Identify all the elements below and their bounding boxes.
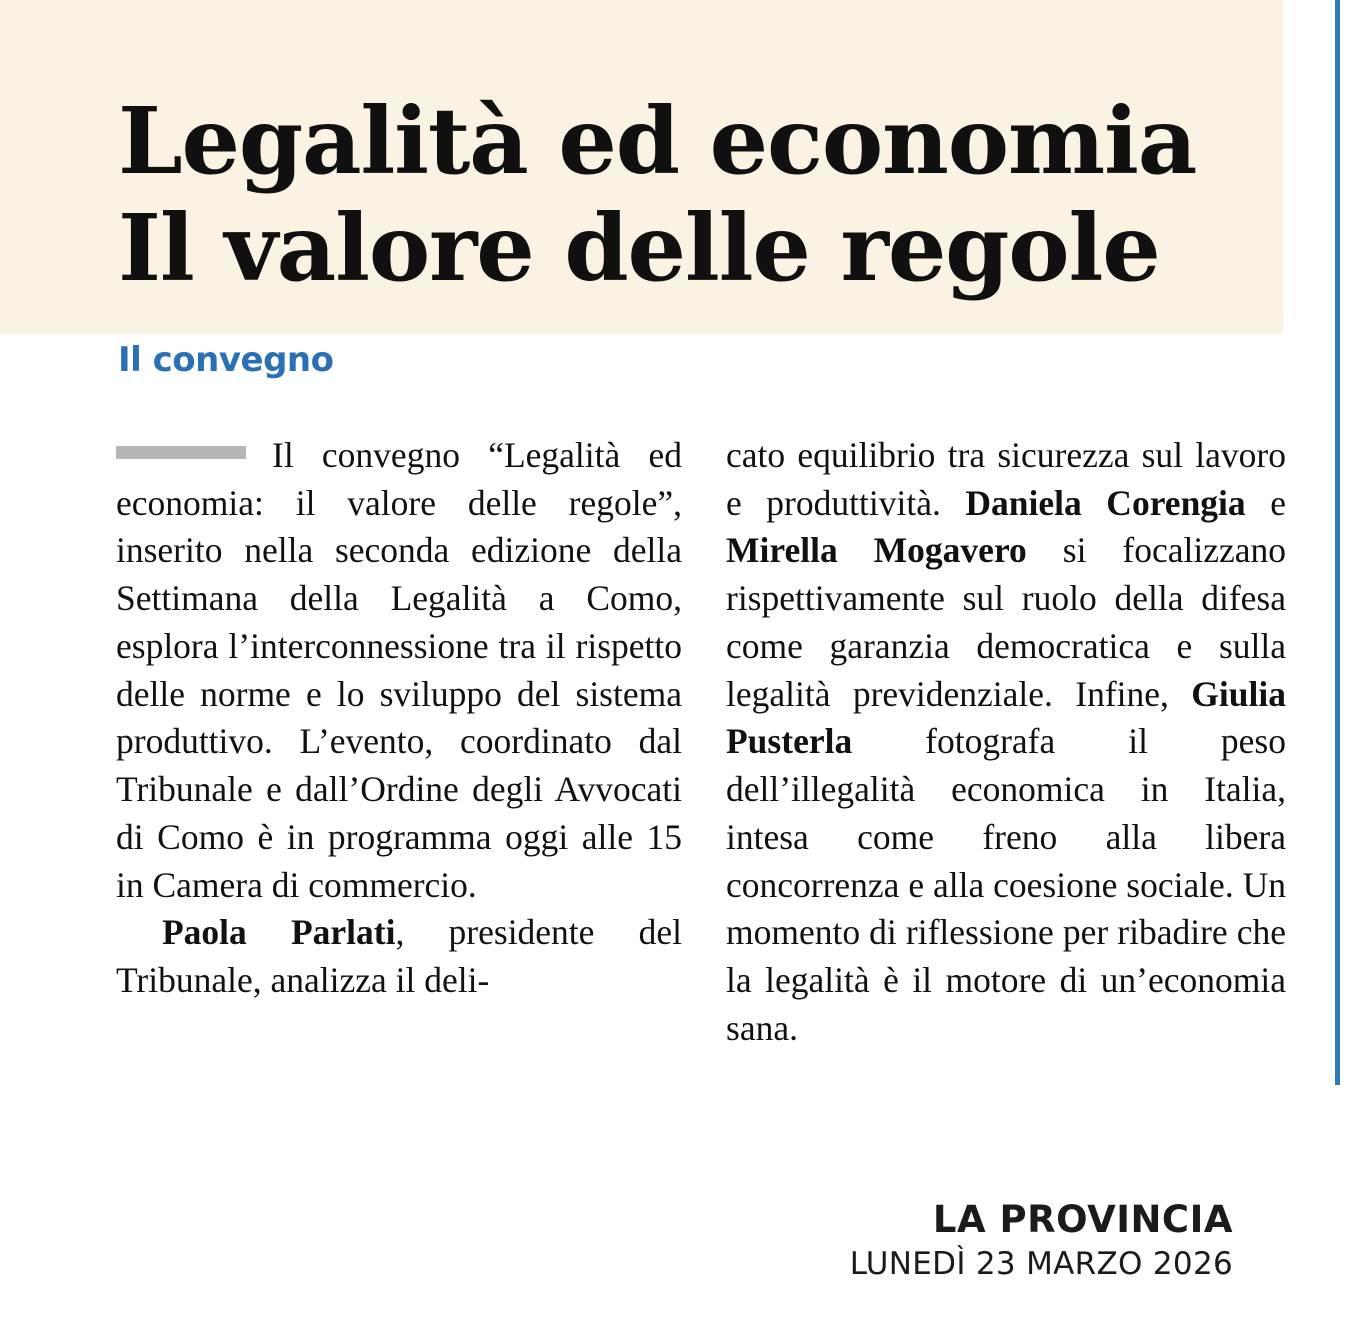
paragraph-dash-ornament (116, 446, 246, 459)
continuation-text-1: cato equilibrio tra sicurezza sul lavoro e produttività. (726, 435, 1286, 523)
headline-line-1: Legalità ed economia (118, 86, 1197, 195)
paragraph-continuation (726, 432, 1286, 1053)
article-column-right (726, 432, 1286, 1053)
page-title (118, 88, 1278, 303)
paragraph-lead-text: Il convegno “Legalità ed economia: il valore delle regole”, inserito nella seconda edizione della Settimana della Legalità a Como, esplora l’interconnessione tra il rispetto delle norme e lo sviluppo del sistema produttivo. L’evento, coordinato dal Tribunale e dall’Ordine degli Avvocati di Como è in programma oggi alle 15 in Camera di commercio. (116, 435, 682, 905)
footer (850, 1199, 1233, 1283)
paragraph-second (116, 909, 682, 1004)
continuation-text-3: si focalizzano rispettivamente sul ruolo della difesa come garanzia democratica e sulla legalità previdenziale. Infine, (726, 530, 1286, 714)
continuation-text-2: e (1245, 482, 1286, 523)
person-name-corengia: Daniela Corengia (965, 482, 1246, 523)
continuation-text-4: fotografa il peso dell’illegalità economica in Italia, intesa come freno alla libera concorrenza e alla coesione sociale. Un momento di riflessione per ribadire che la legalità è il motore di un’economia sana. (726, 721, 1286, 1048)
person-name-pusterla: Giulia Pusterla (726, 673, 1286, 762)
paragraph-lead (116, 432, 682, 909)
article-column-left (116, 432, 682, 1005)
paragraph-second-text: , presidente del Tribunale, analizza il deli- (116, 912, 682, 1001)
headline-line-2: Il valore delle regole (118, 194, 1160, 303)
person-name-parlati: Paola Parlati (162, 912, 396, 953)
vertical-accent-rule (1335, 0, 1340, 1085)
person-name-mogavero: Mirella Mogavero (726, 530, 1027, 571)
publication-name: LA PROVINCIA (932, 1197, 1233, 1241)
section-kicker: Il convegno (118, 340, 334, 380)
publication-date: LUNEDÌ 23 MARZO 2026 (849, 1246, 1233, 1283)
